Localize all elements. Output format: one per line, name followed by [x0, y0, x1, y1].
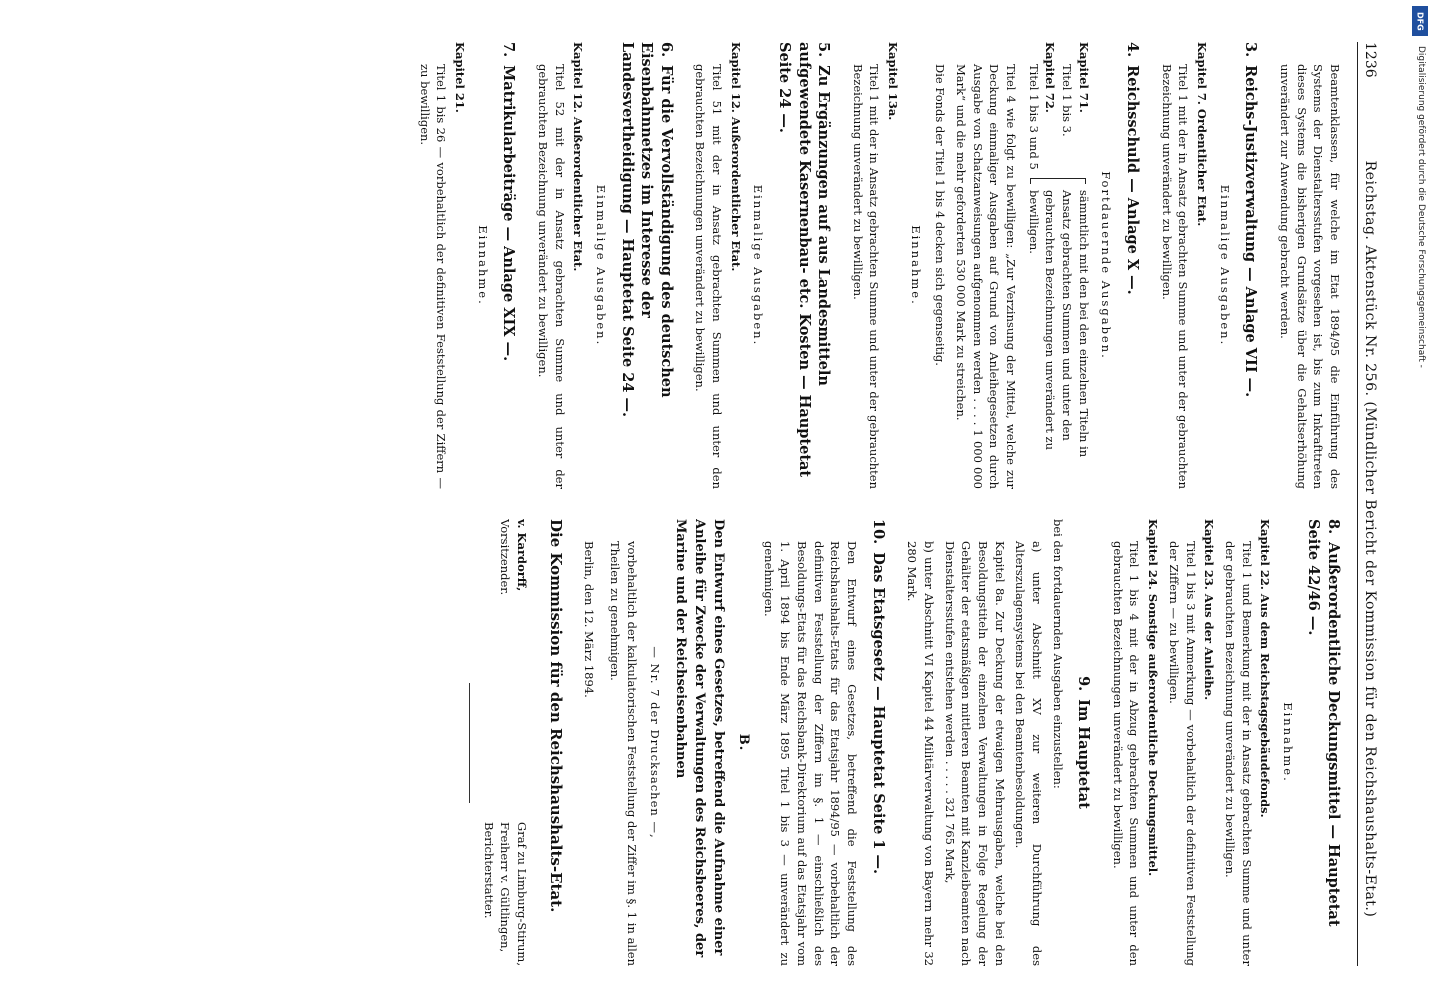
- section-9-heading: 9.Im Hauptetat: [1075, 676, 1093, 809]
- kapitel-13a: Kapitel 13a.: [886, 42, 901, 121]
- section-4-heading: 4.Reichsschuld — Anlage X —.: [1124, 42, 1142, 295]
- section-5-text: Titel 51 mit der in Ansatz gebrachten Summen und unter den gebrauchten Bezeichnungen unverändert zu bewilligen.: [693, 64, 725, 489]
- section-9-item-a: a) unter Abschnitt XV zur weiteren Durchführung des Alterszulagensystems bei den Beamtenbesoldungen.: [1013, 541, 1044, 966]
- section-6-subheading: Einmalige Ausgaben.: [594, 184, 609, 347]
- page-header: [1357, 42, 1378, 966]
- section-10-heading: 10.Das Etatsgesetz — Hauptetat Seite 1 —.: [869, 519, 887, 875]
- section-6-kapitel: Kapitel 12. Außerordentlicher Etat.: [571, 42, 586, 272]
- section-5-kapitel: Kapitel 12. Außerordentlicher Etat.: [728, 42, 743, 272]
- part-b-drucksache: — Nr. 7 der Drucksachen —,: [647, 646, 662, 839]
- intro-paragraph: Beamtenklassen, für welche im Etat 1894/95 die Einführung des Systems der Dienstaltersstufen vorgesehen ist, bis zum Inkrafttreten dieses Systems die bisherigen Grundsätze über die Gehaltserhöhung unverändert zur Anwendung gebracht werden.: [1277, 64, 1342, 489]
- commission-line: Die Kommission für den Reichshaushalts-Etat.: [546, 519, 565, 913]
- section-9-intro: bei den fortdauernden Ausgaben einzustellen:: [1050, 519, 1065, 789]
- closing-rule: [469, 683, 470, 803]
- brace: [1030, 178, 1086, 184]
- section-4-einnahme: Einnahme.: [908, 225, 923, 306]
- section-5-subheading: Einmalige Ausgaben.: [751, 184, 766, 347]
- part-b-heading: B.: [735, 733, 751, 752]
- signature-reporter-2: Freiherr v. Gültlingen,: [498, 822, 513, 953]
- part-b-title: Den Entwurf eines Gesetzes, betreffend die Aufnahme einer Anleihe für Zwecke der Verwaltungen des Reichsheeres, der Marine und der Reichseisenbahnen: [673, 519, 727, 958]
- dfg-logo: DFG: [1412, 6, 1428, 36]
- page-number: 1236: [1362, 42, 1378, 78]
- left-column: [53, 42, 1343, 489]
- dfg-notice: Digitalisierung gefördert durch die Deutsche Forschungsgemeinschaft -: [1416, 46, 1426, 368]
- section-6-text: Titel 52 mit der in Ansatz gebrachten Summe und unter der gebrauchten Bezeichnung unverändert zu bewilligen.: [536, 64, 567, 489]
- fonds-text: Die Fonds der Titel 1 bis 4 decken sich gegenseitig.: [933, 64, 948, 366]
- section-7-heading: 7.Matrikularbeiträge — Anlage XIX —.: [500, 42, 518, 362]
- section-9-kapitel-8a: Kapitel 8a. Zur Deckung der etwaigen Mehrausgaben, welche bei den Besoldungstiteln der einzelnen Verwaltungen in Folge Regelung der Gehälter der etatsmäßigen mittleren Beamten mit Kanzleibeamten nach Dienstaltersstufen entstehen werden . . . . . 321 765 Mark,: [942, 541, 1007, 966]
- signature-reporter-1: Graf zu Limburg-Stirum,: [515, 822, 530, 966]
- titel-4-text: Titel 4 wie folgt zu bewilligen: „Zur Verzinsung der Mittel, welche zur Deckung einmaliger Ausgaben auf Grund von Anleihegesetzen durch Ausgabe von Schatzanweisungen aufgenommen werden . . . . 1 000 000 Mark“ und die mehr geforderten 530 000 Mark zu streichen.: [954, 64, 1019, 489]
- kapitel-22-text: Titel 1 und Bemerkung mit der in Ansatz gebrachten Summe und unter der gebrauchten Bezeichnung unverändert zu bewilligen.: [1222, 541, 1254, 966]
- signatures: [480, 519, 530, 966]
- section-3-kapitel: Kapitel 7. Ordentlicher Etat.: [1195, 42, 1210, 227]
- section-3-text: Titel 1 mit der in Ansatz gebrachten Summe und unter der gebrauchten Bezeichnung unverändert zu bewilligen.: [1159, 64, 1191, 489]
- page-title: Reichstag. Aktenstück Nr. 256. (Mündlicher Bericht der Kommission für den Reichshaushalts-Etat.): [1362, 160, 1378, 918]
- section-4-subheading: Fortdauernde Ausgaben.: [1099, 171, 1114, 360]
- kapitel-72: Kapitel 72.: [1043, 42, 1058, 113]
- kapitel-71-titles: Titel 1 bis 3.: [1060, 64, 1075, 137]
- section-10-text: Den Entwurf eines Gesetzes, betreffend die Feststellung des Reichshaushalts-Etats für das Etatsjahr 1894/95 — vorbehaltlich der definitiven Feststellung der Ziffern im §. 1 — einschließlich des Besoldungs-Etats für das Reichsbank-Direktorium auf das Etatsjahr vom 1. April 1894 bis Ende März 1895 Titel 1 bis 3 — unverändert zu genehmigen.: [761, 541, 859, 966]
- kapitel-71-72-group: [1025, 42, 1092, 489]
- signature-chair-role: Vorsitzender.: [498, 519, 513, 596]
- section-6-heading: 6.Für die Vervollständigung des deutschen Eisenbahnnetzes im Interesse der Landesvertheidigung — Hauptetat Seite 24 —.: [618, 42, 675, 418]
- section-3-heading: 3.Reichs-Justizverwaltung — Anlage VII —.: [1242, 42, 1260, 398]
- kapitel-13a-text: Titel 1 mit der in Ansatz gebrachten Summe und unter der gebrauchten Bezeichnung unverändert zu bewilligen.: [850, 64, 882, 489]
- section-7-text: Titel 1 bis 26 — vorbehaltlich der definitiven Feststellung der Ziffern — zu bewilligen.: [417, 64, 449, 489]
- section-3-subheading: Einmalige Ausgaben.: [1217, 184, 1232, 347]
- digitization-sidebar: [1406, 0, 1432, 1000]
- brace-text: sämmtlich mit den bei den einzelnen Titeln in Ansatz gebrachten Summen und unter den gebrauchten Bezeichnungen unverändert zu bewilligen.: [1026, 190, 1091, 458]
- section-7-kapitel: Kapitel 21.: [453, 42, 468, 113]
- date-line: Berlin, den 12. März 1894.: [581, 541, 596, 698]
- kapitel-22: Kapitel 22. Aus dem Reichstagsgebäudefonds.: [1258, 519, 1273, 818]
- right-column: [53, 519, 1343, 966]
- part-b-text: vorbehaltlich der kalkulatorischen Feststellung der Ziffer im §. 1 in allen Theilen zu genehmigen.: [608, 541, 639, 966]
- signature-reporter-role: Berichterstatter.: [481, 822, 496, 919]
- kapitel-23-text: Titel 1 bis 3 mit Anmerkung — vorbehaltlich der definitiven Feststellung der Ziffern — zu bewilligen.: [1166, 541, 1198, 966]
- section-8-heading: 8.Außerordentliche Deckungsmittel — Hauptetat Seite 42/46 —.: [1305, 519, 1342, 927]
- kapitel-24-text: Titel 1 bis 4 mit der in Abzug gebrachten Summen und unter den gebrauchten Bezeichnungen unverändert zu bewilligen.: [1110, 541, 1142, 966]
- section-9-item-b: b) unter Abschnitt VI Kapitel 44 Militärverwaltung von Bayern mehr 32 280 Mark.: [905, 541, 936, 966]
- section-5-heading: 5.Zu Ergänzungen auf aus Landesmitteln aufgewendete Kasernenbau- etc. Kosten — Hauptetat Seite 24 —.: [775, 42, 833, 478]
- signature-chair-name: v. Kardorff,: [515, 519, 530, 592]
- section-8-subheading: Einnahme.: [1280, 702, 1295, 783]
- kapitel-71: Kapitel 71.: [1076, 42, 1091, 113]
- kapitel-72-titles: Titel 1 bis 3 und 5: [1026, 64, 1041, 170]
- text-columns: [53, 42, 1343, 966]
- kapitel-24: Kapitel 24. Sonstige außerordentliche Deckungsmittel.: [1146, 519, 1161, 877]
- section-7-subheading: Einnahme.: [475, 225, 490, 306]
- kapitel-23: Kapitel 23. Aus der Anleihe.: [1202, 519, 1217, 701]
